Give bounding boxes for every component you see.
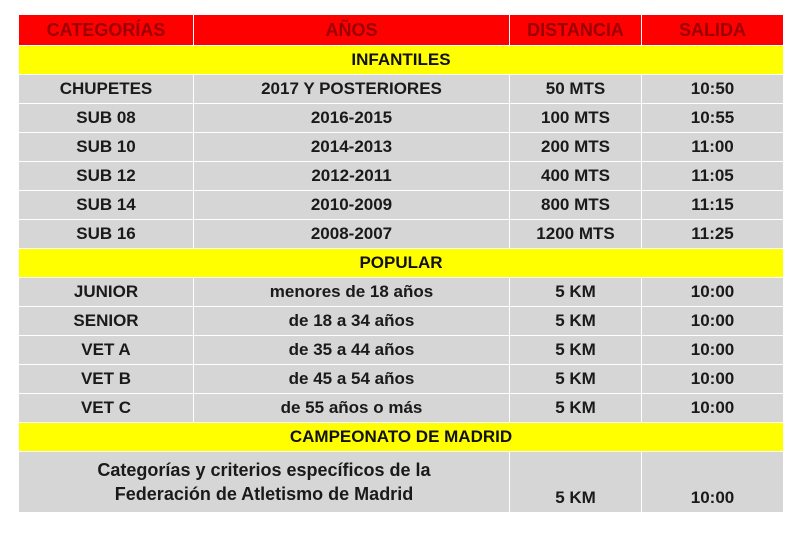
header-distancia: DISTANCIA xyxy=(510,15,642,46)
section-row-campeonato xyxy=(19,423,784,452)
cell-anos: 2012-2011 xyxy=(194,162,510,191)
cell-anos: de 18 a 34 años xyxy=(194,307,510,336)
table-row xyxy=(19,191,784,220)
header-categorias: CATEGORÍAS xyxy=(19,15,194,46)
cell-anos: 2008-2007 xyxy=(194,220,510,249)
cell-categoria: JUNIOR xyxy=(19,278,194,307)
cell-salida: 11:05 xyxy=(642,162,784,191)
cell-categoria: CHUPETES xyxy=(19,75,194,104)
cell-categoria: VET B xyxy=(19,365,194,394)
cell-distancia: 5 KM xyxy=(510,365,642,394)
table-row xyxy=(19,365,784,394)
cell-categoria: VET C xyxy=(19,394,194,423)
cell-categoria: SENIOR xyxy=(19,307,194,336)
cell-salida: 10:50 xyxy=(642,75,784,104)
cell-distancia: 1200 MTS xyxy=(510,220,642,249)
campeonato-description xyxy=(19,452,510,513)
table-row xyxy=(19,220,784,249)
cell-anos: 2016-2015 xyxy=(194,104,510,133)
section-title-campeonato: CAMPEONATO DE MADRID xyxy=(19,423,784,452)
cell-anos: 2017 Y POSTERIORES xyxy=(194,75,510,104)
race-schedule-table xyxy=(18,14,784,513)
table-row xyxy=(19,162,784,191)
cell-distancia: 800 MTS xyxy=(510,191,642,220)
cell-anos: de 55 años o más xyxy=(194,394,510,423)
header-salida: SALIDA xyxy=(642,15,784,46)
table-row xyxy=(19,336,784,365)
cell-distancia: 100 MTS xyxy=(510,104,642,133)
cell-distancia: 5 KM xyxy=(510,452,642,513)
cell-salida: 11:00 xyxy=(642,133,784,162)
cell-anos: de 35 a 44 años xyxy=(194,336,510,365)
table-row xyxy=(19,104,784,133)
header-row xyxy=(19,15,784,46)
campeonato-description-line2: Federación de Atletismo de Madrid xyxy=(114,484,414,504)
cell-categoria: VET A xyxy=(19,336,194,365)
cell-anos: 2014-2013 xyxy=(194,133,510,162)
cell-distancia: 400 MTS xyxy=(510,162,642,191)
cell-categoria: SUB 10 xyxy=(19,133,194,162)
cell-salida: 10:55 xyxy=(642,104,784,133)
cell-salida: 10:00 xyxy=(642,278,784,307)
cell-distancia: 200 MTS xyxy=(510,133,642,162)
section-row-infantiles xyxy=(19,46,784,75)
cell-salida: 11:15 xyxy=(642,191,784,220)
table-row xyxy=(19,394,784,423)
cell-anos: 2010-2009 xyxy=(194,191,510,220)
table-row xyxy=(19,278,784,307)
cell-distancia: 5 KM xyxy=(510,336,642,365)
cell-distancia: 5 KM xyxy=(510,394,642,423)
table-row xyxy=(19,133,784,162)
cell-anos: de 45 a 54 años xyxy=(194,365,510,394)
cell-categoria: SUB 12 xyxy=(19,162,194,191)
cell-categoria: SUB 16 xyxy=(19,220,194,249)
table-row xyxy=(19,307,784,336)
cell-salida: 10:00 xyxy=(642,452,784,513)
section-title-popular: POPULAR xyxy=(19,249,784,278)
cell-salida: 10:00 xyxy=(642,394,784,423)
section-title-infantiles: INFANTILES xyxy=(19,46,784,75)
cell-categoria: SUB 08 xyxy=(19,104,194,133)
section-row-popular xyxy=(19,249,784,278)
table-row xyxy=(19,75,784,104)
cell-anos: menores de 18 años xyxy=(194,278,510,307)
cell-distancia: 5 KM xyxy=(510,307,642,336)
cell-salida: 11:25 xyxy=(642,220,784,249)
cell-salida: 10:00 xyxy=(642,336,784,365)
table-row-campeonato xyxy=(19,452,784,513)
cell-categoria: SUB 14 xyxy=(19,191,194,220)
campeonato-description-line1: Categorías y criterios específicos de la xyxy=(97,460,431,480)
cell-distancia: 5 KM xyxy=(510,278,642,307)
cell-salida: 10:00 xyxy=(642,307,784,336)
cell-salida: 10:00 xyxy=(642,365,784,394)
header-anos: AÑOS xyxy=(194,15,510,46)
cell-distancia: 50 MTS xyxy=(510,75,642,104)
